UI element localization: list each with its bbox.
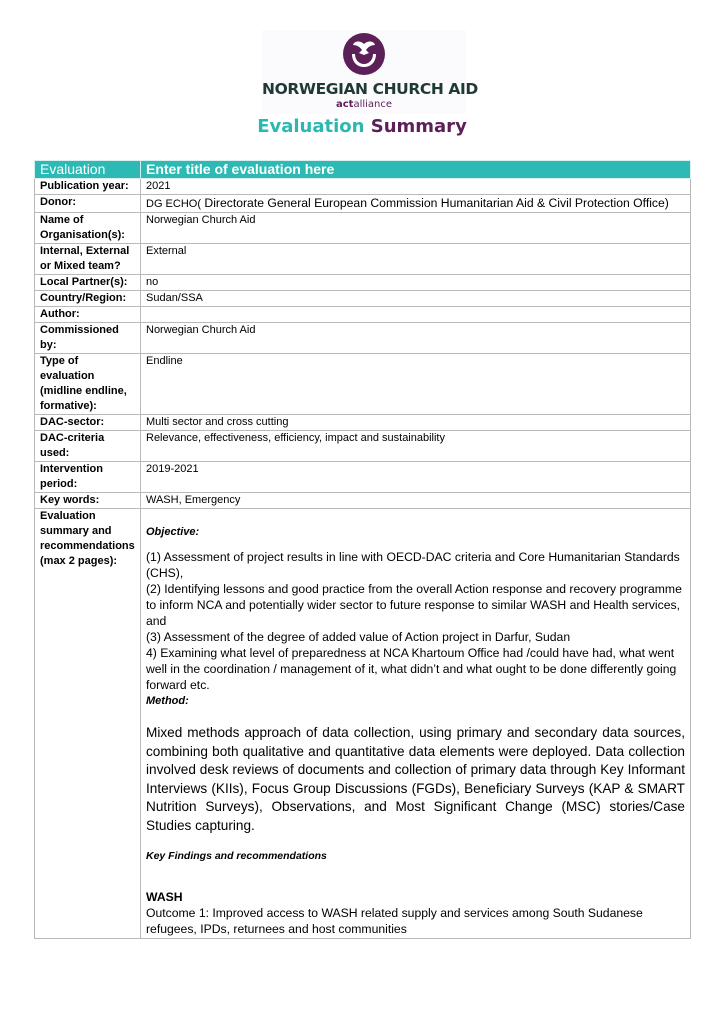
page-title: Evaluation Summary [257, 116, 467, 137]
alliance-name: actalliance [335, 99, 393, 110]
findings-heading: Key Findings and recommendations [146, 850, 327, 862]
objective-3: (3) Assessment of the degree of added value of Action project in Darfur, Sudan [146, 630, 571, 644]
objective-heading: Objective: [146, 526, 200, 538]
table-row: Type of evaluation (midline endline, formative): Endline [35, 354, 691, 415]
table-row: Local Partner(s): no [35, 275, 691, 291]
dove-hands-icon [342, 32, 386, 76]
org-name: NORWEGIAN CHURCH AID [262, 80, 478, 98]
logo [262, 30, 478, 114]
table-row: Donor: DG ECHO( Directorate General European Commission Humanitarian Aid & Civil Protection Office) [35, 195, 691, 213]
outcome-1: Outcome 1: Improved access to WASH related supply and services among South Sudanese refugees, IPDs, returnees and host communities [146, 906, 643, 936]
table-row: Name of Organisation(s): Norwegian Church Aid [35, 213, 691, 244]
summary-content [141, 509, 691, 939]
objective-4: 4) Examining what level of preparedness at NCA Khartoum Office had /could have had, what went well in the coordination / management of it, what didn’t and what ought to be done differently going forward etc. [146, 646, 677, 692]
wash-heading: WASH [146, 890, 183, 904]
table-row: Key words: WASH, Emergency [35, 493, 691, 509]
table-row: DAC-sector: Multi sector and cross cutting [35, 415, 691, 431]
header-title: Enter title of evaluation here [141, 161, 691, 179]
method-text: Mixed methods approach of data collection, using primary and secondary data sources, combining both qualitative and quantitative data elements were deployed. Data collection involved desk reviews of documents and collection of primary data through Key Informant Interviews (KIIs), Focus Group Discussions (FGDs), Beneficiary Surveys (KAP & SMART Nutrition Surveys), Observations, and Most Significant Change (MSC) stories/Case Studies capturing. [146, 725, 685, 833]
table-row: Internal, External or Mixed team? External [35, 244, 691, 275]
table-row: Author: [35, 307, 691, 323]
objective-1: (1) Assessment of project results in line with OECD-DAC criteria and Core Humanitarian Standards (CHS), [146, 550, 680, 580]
table-row: DAC-criteria used: Relevance, effectiveness, efficiency, impact and sustainability [35, 431, 691, 462]
method-heading: Method: [146, 695, 189, 707]
table-row: Publication year: 2021 [35, 179, 691, 195]
table-row: Country/Region: Sudan/SSA [35, 291, 691, 307]
objective-2: (2) Identifying lessons and good practice from the overall Action response and recovery programme to inform NCA and potentially wider sector to future response to similar WASH and Health services, and [146, 582, 682, 628]
table-header-row [35, 161, 691, 179]
evaluation-summary-table [34, 160, 691, 939]
summary-row [35, 509, 691, 939]
table-row: Intervention period: 2019-2021 [35, 462, 691, 493]
header-label: Evaluation [35, 161, 141, 179]
summary-label: Evaluation summary and recommendations (max 2 pages): [35, 509, 141, 939]
table-row: Commissioned by: Norwegian Church Aid [35, 323, 691, 354]
